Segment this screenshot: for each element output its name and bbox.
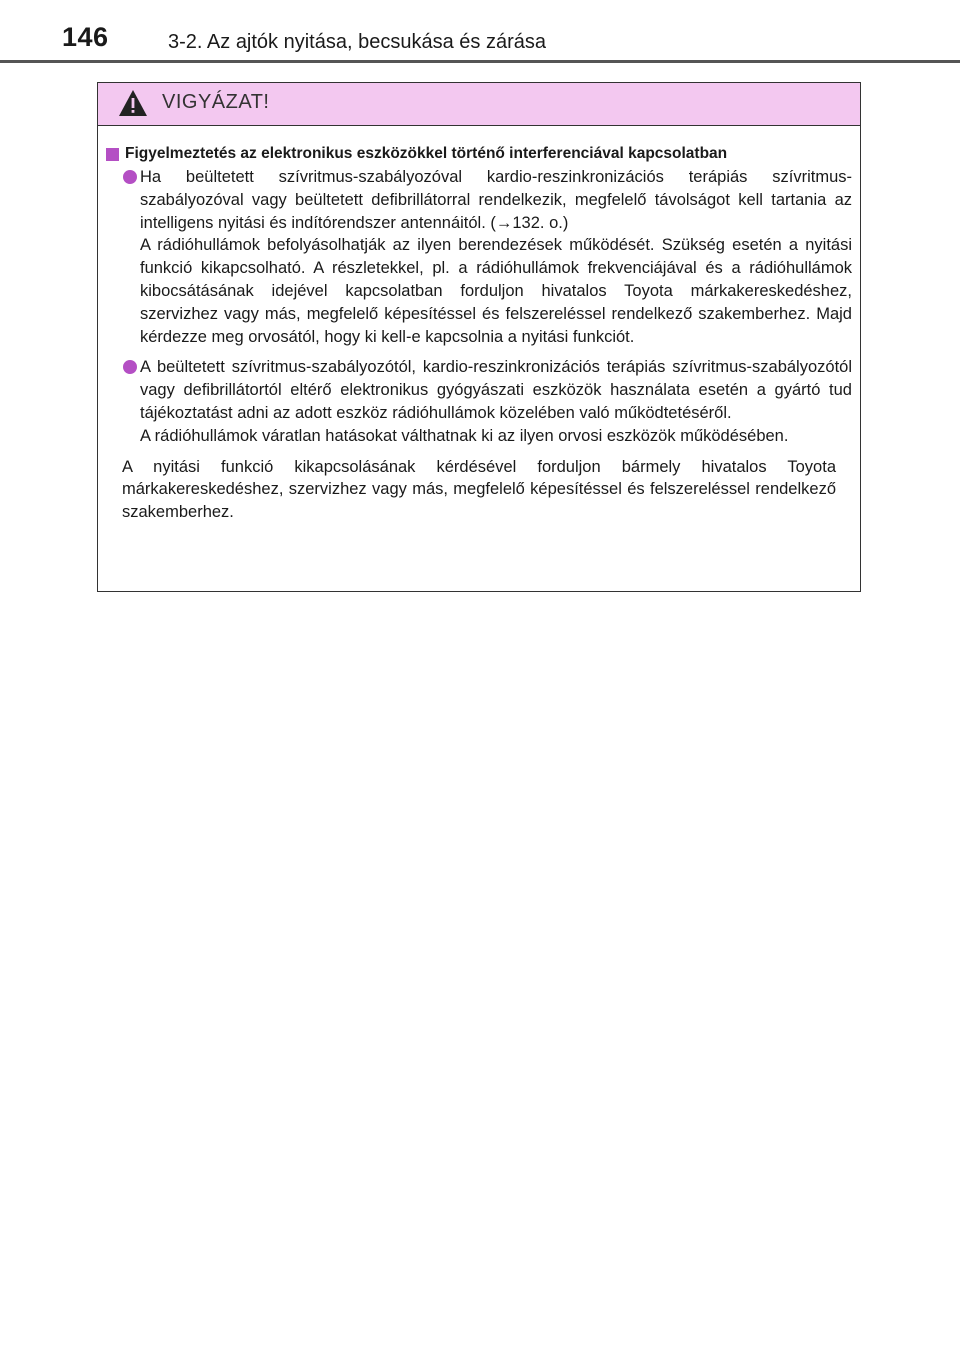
item-paragraph: A rádióhullámok befolyásolhatják az ilyen berendezések működését. Szükség esetén a nyitási funkció kikapcsolható. A részletekkel, pl. a rádióhullámok frekvenciájával és a rádióhullámok kibocsátásának idejével kapcsolatban forduljon hivatalos Toyota márkakereskedéshez, szervizhez vagy más, megfelelő képesítéssel és felszereléssel rendelkező szakemberhez. Majd kérdezze meg orvosától, hogy ki kell-e kapcsolnia a nyitási funkciót. [140, 236, 852, 346]
warning-triangle-icon [118, 89, 148, 117]
warning-box [97, 82, 861, 592]
section-heading-text: Figyelmeztetés az elektronikus eszközökkel történő interferenciával kapcsolatban [125, 145, 728, 162]
page-number: 146 [62, 22, 109, 52]
warning-section [98, 126, 860, 524]
closing-note [106, 456, 852, 524]
chapter-title: 3-2. Az ajtók nyitása, becsukása és zárása [168, 31, 546, 53]
header-rule [0, 60, 960, 63]
item-paragraph: Ha beültetett szívritmus-szabályozóval kardio-reszinkronizációs terápiás szívritmus-szabályozóval vagy beültetett defibrillátorral rendelkezik, megfelelő távolságot kell tartania az intelligens nyitási és indítórendszer antennáitól. (→132. o.) [140, 168, 852, 232]
warning-title: VIGYÁZAT! [162, 91, 270, 113]
item-paragraph: A rádióhullámok váratlan hatásokat válthatnak ki az ilyen orvosi eszközök működésében. [140, 426, 789, 445]
section-heading [106, 144, 852, 164]
page-header [0, 0, 960, 64]
warning-header [98, 83, 860, 126]
circle-bullet-icon [123, 170, 137, 184]
list-item [106, 356, 852, 447]
closing-paragraph: A nyitási funkció kikapcsolásának kérdésével forduljon bármely hivatalos Toyota márkakereskedéshez, szervizhez vagy más, megfelelő képesítéssel és felszereléssel rendelkező szakemberhez. [122, 457, 836, 522]
square-bullet-icon [106, 148, 119, 161]
circle-bullet-icon [123, 360, 137, 374]
item-paragraph: A beültetett szívritmus-szabályozótól, kardio-reszinkronizációs terápiás szívritmus-szabályozótól vagy defibrillátortól eltérő elektronikus gyógyászati eszközök használata esetén a gyártó tud tájékoztatást adni az adott eszköz rádióhullámok közelében való működtetéséről. [140, 358, 852, 422]
list-item [106, 166, 852, 348]
